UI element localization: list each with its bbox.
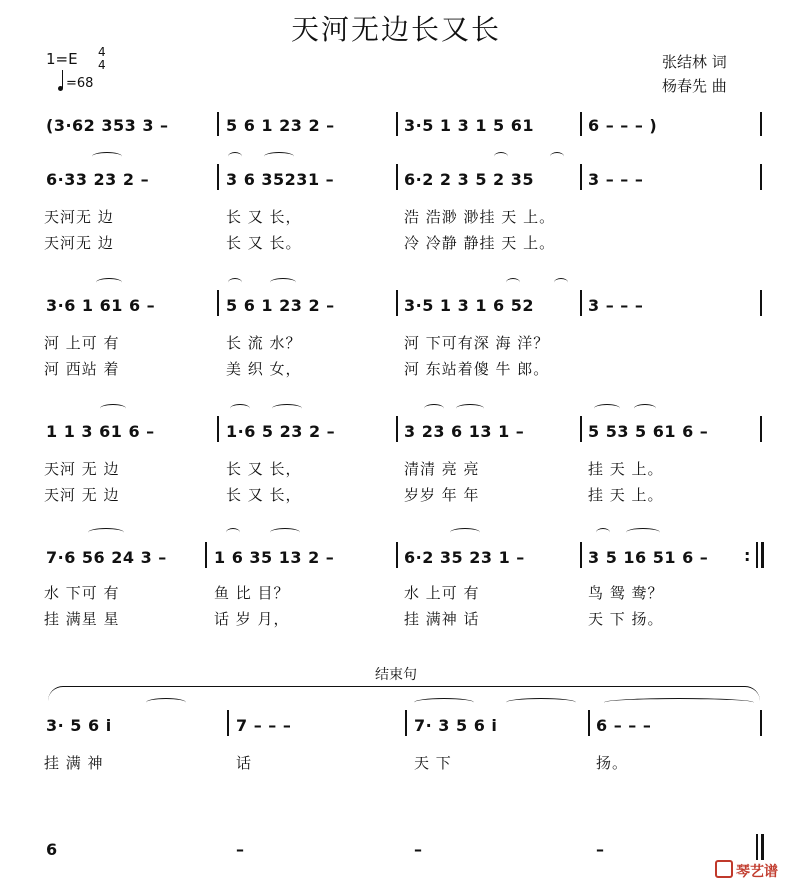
slur	[146, 698, 186, 707]
measure: 6·2 2 3 5 2 35	[404, 170, 534, 189]
measure: 3 – – –	[588, 170, 644, 189]
slur	[634, 404, 656, 413]
measure: 1 6 35 13 2 –	[214, 548, 335, 567]
lyric: 美 织 女，	[226, 360, 302, 378]
measure: –	[414, 840, 423, 859]
lyric: 河 下可有深 海 洋？	[404, 334, 550, 352]
slur	[604, 698, 754, 707]
meter-bottom: 4	[98, 58, 106, 72]
slur	[88, 528, 124, 537]
slur	[228, 152, 242, 161]
slur	[270, 278, 296, 287]
lyric: 水 上可 有	[404, 584, 480, 602]
slur	[92, 152, 122, 161]
barline	[227, 710, 229, 736]
measure: –	[236, 840, 245, 859]
barline	[760, 710, 762, 736]
slur	[424, 404, 444, 413]
lyric: 长 又 长。	[226, 234, 302, 252]
slur	[272, 404, 302, 413]
measure: 3 – – –	[588, 296, 644, 315]
slur	[100, 404, 126, 413]
coda-label: 结束句	[375, 667, 417, 683]
tempo-value: =68	[66, 76, 94, 91]
measure: 1 1 3 61 6 –	[46, 422, 155, 441]
slur	[554, 278, 568, 287]
lyric: 鱼 比 目？	[214, 584, 290, 602]
lyric: 话	[236, 754, 253, 772]
barline	[405, 710, 407, 736]
barline	[217, 290, 219, 316]
watermark-text: 琴艺谱	[736, 864, 778, 880]
measure: 5 6 1 23 2 –	[226, 296, 335, 315]
slur	[228, 278, 242, 287]
measure: 3·6 1 61 6 –	[46, 296, 156, 315]
repeat-dots: :	[744, 546, 751, 565]
lyric: 河 上可 有	[44, 334, 120, 352]
lyric: 天河无 边	[44, 234, 114, 252]
lyric: 浩 浩渺 渺挂 天 上。	[404, 208, 556, 226]
barline	[205, 542, 207, 568]
lyric: 挂 天 上。	[588, 460, 664, 478]
lyric: 扬。	[596, 754, 629, 772]
measure: 7·6 56 24 3 –	[46, 548, 167, 567]
slur	[270, 528, 300, 537]
measure: 6·33 23 2 –	[46, 170, 150, 189]
measure: 3 23 6 13 1 –	[404, 422, 525, 441]
lyric: 清清 亮 亮	[404, 460, 480, 478]
measure: 7· 3 5 6 i	[414, 716, 498, 735]
intro-measure-3: 3·5 1 3 1 5 61	[404, 116, 534, 135]
slur	[494, 152, 508, 161]
intro-measure-2: 5 6 1 23 2 –	[226, 116, 335, 135]
measure: 3 5 16 51 6 –	[588, 548, 709, 567]
lyric: 冷 冷静 静挂 天 上。	[404, 234, 556, 252]
measure: 5 53 5 61 6 –	[588, 422, 709, 441]
composer: 杨春先 曲	[662, 77, 727, 95]
lyric: 天河无 边	[44, 208, 114, 226]
slur	[450, 528, 480, 537]
lyric: 长 流 水？	[226, 334, 302, 352]
measure: 3·5 1 3 1 6 52	[404, 296, 534, 315]
time-signature	[98, 46, 106, 72]
lyricist: 张结林 词	[662, 53, 727, 71]
slur	[506, 278, 520, 287]
logo-icon	[715, 860, 733, 878]
song-title: 天河无边长又长	[290, 13, 501, 46]
intro-measure-4: 6 – – – )	[588, 116, 658, 135]
barline-thick	[761, 542, 764, 568]
slur	[626, 528, 660, 537]
barline	[580, 164, 582, 190]
measure: 6·2 35 23 1 –	[404, 548, 525, 567]
measure: 6	[46, 840, 58, 859]
measure: 1·6 5 23 2 –	[226, 422, 336, 441]
lyric: 河 东站着傻 牛 郎。	[404, 360, 550, 378]
barline	[217, 416, 219, 442]
lyric: 挂 满 神	[44, 754, 104, 772]
lyric: 鸟 鸳 鸯？	[588, 584, 664, 602]
lyric: 长 又 长，	[226, 486, 302, 504]
credits	[662, 50, 727, 98]
intro-measure-1: (3·62 353 3 –	[46, 116, 169, 135]
barline	[756, 542, 758, 568]
lyric: 天 下 扬。	[588, 610, 664, 628]
lyric: 天河 无 边	[44, 486, 120, 504]
quarter-note-icon	[58, 86, 63, 91]
measure: 7 – – –	[236, 716, 292, 735]
key-signature: 1=E	[46, 50, 78, 68]
lyric: 挂 满神 话	[404, 610, 480, 628]
barline	[756, 834, 758, 860]
lyric: 天 下	[414, 754, 452, 772]
measure: 3 6 35231 –	[226, 170, 335, 189]
barline	[396, 290, 398, 316]
barline	[760, 416, 762, 442]
slur	[594, 404, 620, 413]
barline	[760, 112, 762, 136]
final-barline	[761, 834, 764, 860]
lyric: 挂 满星 星	[44, 610, 120, 628]
barline	[588, 710, 590, 736]
barline	[580, 416, 582, 442]
lyric: 河 西站 着	[44, 360, 120, 378]
measure: 6 – – –	[596, 716, 652, 735]
lyric: 水 下可 有	[44, 584, 120, 602]
barline	[217, 112, 219, 136]
slur	[414, 698, 474, 707]
slur	[596, 528, 610, 537]
barline	[396, 112, 398, 136]
slur	[226, 528, 240, 537]
site-watermark	[715, 860, 778, 881]
slur	[456, 404, 484, 413]
meter-top: 4	[98, 45, 106, 59]
lyric: 天河 无 边	[44, 460, 120, 478]
slur	[230, 404, 250, 413]
barline	[396, 542, 398, 568]
barline	[580, 290, 582, 316]
lyric: 挂 天 上。	[588, 486, 664, 504]
barline	[396, 416, 398, 442]
lyric: 长 又 长，	[226, 208, 302, 226]
slur	[506, 698, 576, 707]
slur	[550, 152, 564, 161]
slur	[96, 278, 122, 287]
measure: –	[596, 840, 605, 859]
barline	[760, 164, 762, 190]
barline	[217, 164, 219, 190]
barline	[396, 164, 398, 190]
slur	[264, 152, 294, 161]
tempo-marking	[58, 76, 93, 91]
lyric: 岁岁 年 年	[404, 486, 480, 504]
barline	[580, 112, 582, 136]
measure: 3· 5 6 i	[46, 716, 112, 735]
lyric: 长 又 长，	[226, 460, 302, 478]
lyric: 话 岁 月，	[214, 610, 290, 628]
barline	[760, 290, 762, 316]
barline	[580, 542, 582, 568]
